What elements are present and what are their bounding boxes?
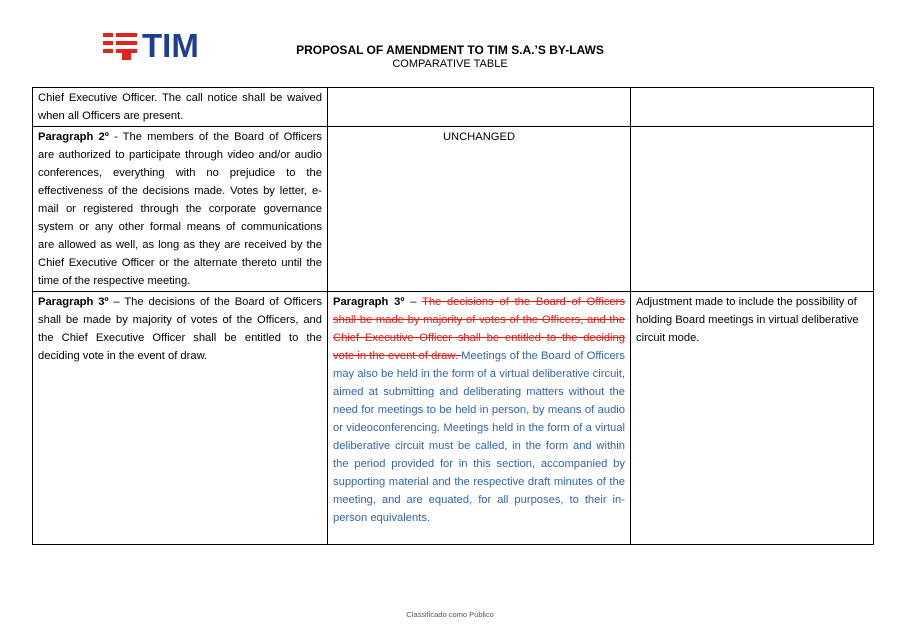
tim-logo-icon <box>103 32 137 60</box>
separator-text: – <box>404 296 422 308</box>
inserted-text: Meetings of the Board of Officers may also be held in the form of a virtual deliberative circuit, aimed at submitting and deliberating matters without the need for meetings to be held in person, by means of audio or videoconferencing. Meetings held in the form of a virtual deliberative circuit must be called, in the form and within the period provided for in this section, accompanied by supporting material and the respective draft minutes of the meeting, and are equated, for all purposes, to their in-person equivalents. <box>333 350 625 524</box>
cell-text: Chief Executive Officer. The call notice shall be waived when all Officers are present. <box>38 92 322 122</box>
document-subtitle: COMPARATIVE TABLE <box>392 58 508 70</box>
deleted-text: The decisions of the Board of Officers shall be made by majority of votes of the Officers, and the Chief Executive Officer shall be entitled to the deciding vote in the event of draw. <box>333 296 625 362</box>
table-row <box>33 292 874 545</box>
tim-logo <box>103 27 199 64</box>
logo-text: TIM <box>142 27 199 64</box>
cell-text: – The decisions of the Board of Officers shall be made by majority of votes of the Officers, and the Chief Executive Officer shall be entitled to the deciding vote in the event of draw. <box>38 296 322 362</box>
classification-footer: Classificado como Público <box>406 610 494 619</box>
paragraph-label: Paragraph 3º <box>333 296 405 308</box>
document-title: PROPOSAL OF AMENDMENT TO TIM S.A.’S BY-LAWS <box>296 43 604 57</box>
table-row <box>33 127 874 292</box>
current-text-cell <box>33 292 328 545</box>
paragraph-label: Paragraph 3º <box>38 296 109 308</box>
cell-text: - The members of the Board of Officers are authorized to participate through video and/or audio conferences, everything with no prejudice to the effectiveness of the decisions made. Votes by letter, e-mail or registered through the corporate governance system or any other formal means of communications are allowed as well, as long as they are received by the Chief Executive Officer or the alternate thereto until the time of the respective meeting. <box>38 131 322 287</box>
justification-cell <box>631 88 874 127</box>
unchanged-label: UNCHANGED <box>442 131 516 143</box>
current-text-cell <box>33 127 328 292</box>
justification-cell <box>631 292 874 545</box>
cell-text: Adjustment made to include the possibility of holding Board meetings in virtual deliberative circuit mode. <box>636 296 859 344</box>
comparative-table <box>32 87 874 545</box>
justification-cell <box>631 127 874 292</box>
table-row <box>33 88 874 127</box>
current-text-cell <box>33 88 328 127</box>
proposed-text-cell <box>328 292 631 545</box>
proposed-text-cell <box>328 127 631 292</box>
proposed-text-cell <box>328 88 631 127</box>
paragraph-label: Paragraph 2º <box>38 131 109 143</box>
